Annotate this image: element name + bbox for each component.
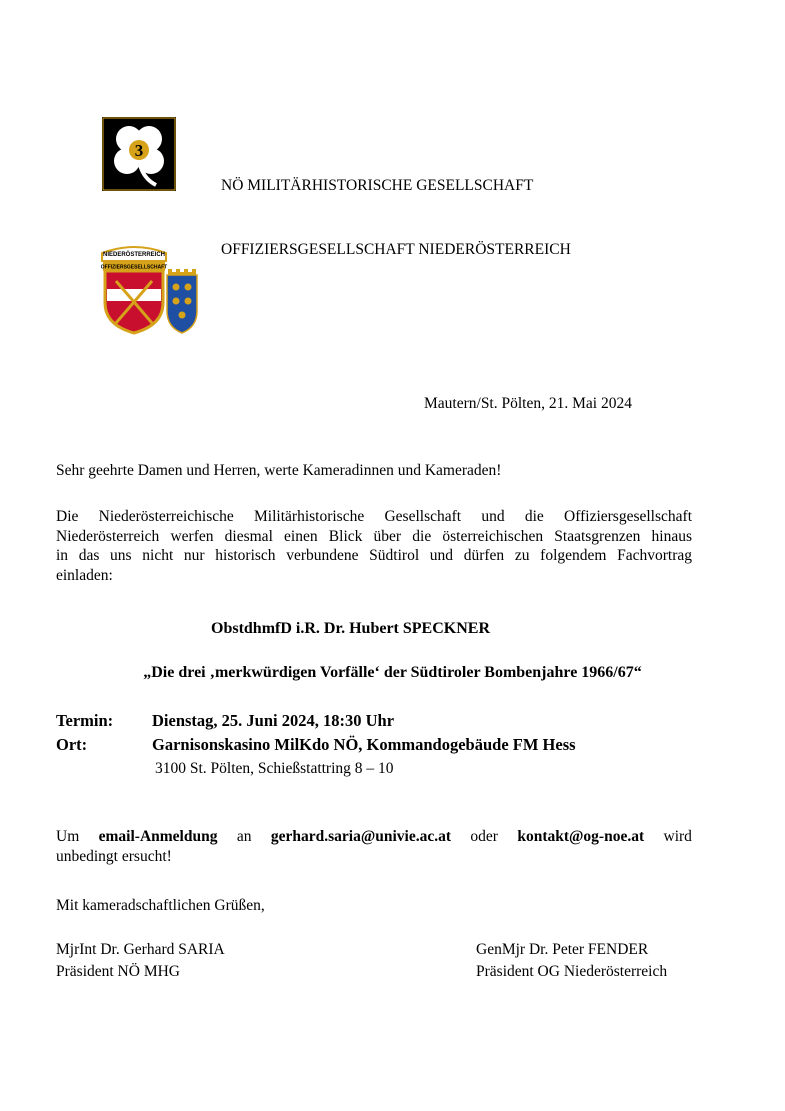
address: 3100 St. Pölten, Schießstattring 8 – 10 xyxy=(155,760,394,777)
termin-value: Dienstag, 25. Juni 2024, 18:30 Uhr xyxy=(152,711,395,730)
registration-word: an xyxy=(236,828,252,845)
ort-label: Ort: xyxy=(56,735,88,754)
org-name-mhg: NÖ MILITÄRHISTORISCHE GESELLSCHAFT xyxy=(221,177,534,194)
termin-label: Termin: xyxy=(56,711,114,730)
registration-word: oder xyxy=(470,828,498,845)
intro-line: Die Niederösterreichische Militärhistorische Gesellschaft und die Offiziersgesellschaft xyxy=(56,508,692,525)
intro-line: in das uns nicht nur historisch verbundene Südtirol und dürfen zu folgendem Fachvortrag xyxy=(56,547,692,564)
clover-number: 3 xyxy=(134,141,144,160)
signature-right-name: GenMjr Dr. Peter FENDER xyxy=(476,941,649,958)
shield-icon xyxy=(98,241,210,337)
og-logo xyxy=(98,241,210,337)
email-saria: gerhard.saria@univie.ac.at xyxy=(270,828,452,845)
signature-right-title: Präsident OG Niederösterreich xyxy=(476,963,668,980)
lecture-title: „Die drei ‚merkwürdigen Vorfälle‘ der Südtiroler Bombenjahre 1966/67“ xyxy=(143,664,642,681)
registration-word: wird xyxy=(663,828,692,845)
registration-paragraph xyxy=(56,827,692,866)
speaker-name: ObstdhmfD i.R. Dr. Hubert SPECKNER xyxy=(211,620,490,637)
clover-icon xyxy=(102,117,176,191)
og-logo-arc-text: NIEDERÖSTERREICH xyxy=(102,252,166,258)
intro-line: einladen: xyxy=(56,566,113,584)
intro-paragraph xyxy=(56,507,692,585)
ort-value: Garnisonskasino MilKdo NÖ, Kommandogebäude FM Hess xyxy=(152,735,576,754)
registration-line xyxy=(56,827,692,847)
intro-line: Niederösterreich werfen diesmal einen Blick über die österreichischen Staatsgrenzen hinaus xyxy=(56,527,692,545)
signature-left-title: Präsident NÖ MHG xyxy=(56,963,180,980)
registration-word: Um xyxy=(56,828,80,845)
org-name-og: OFFIZIERSGESELLSCHAFT NIEDERÖSTERREICH xyxy=(221,241,571,258)
signature-left-name: MjrInt Dr. Gerhard SARIA xyxy=(56,941,225,958)
closing: Mit kameradschaftlichen Grüßen, xyxy=(56,897,265,914)
registration-line: unbedingt ersucht! xyxy=(56,847,172,865)
email-og: kontakt@og-noe.at xyxy=(517,828,645,845)
og-logo-band-text: OFFIZIERSGESELLSCHAFT xyxy=(100,264,168,271)
clover-logo xyxy=(102,117,176,191)
salutation: Sehr geehrte Damen und Herren, werte Kameradinnen und Kameraden! xyxy=(56,462,502,479)
place-date: Mautern/St. Pölten, 21. Mai 2024 xyxy=(424,395,632,412)
registration-label: email-Anmeldung xyxy=(98,828,218,845)
